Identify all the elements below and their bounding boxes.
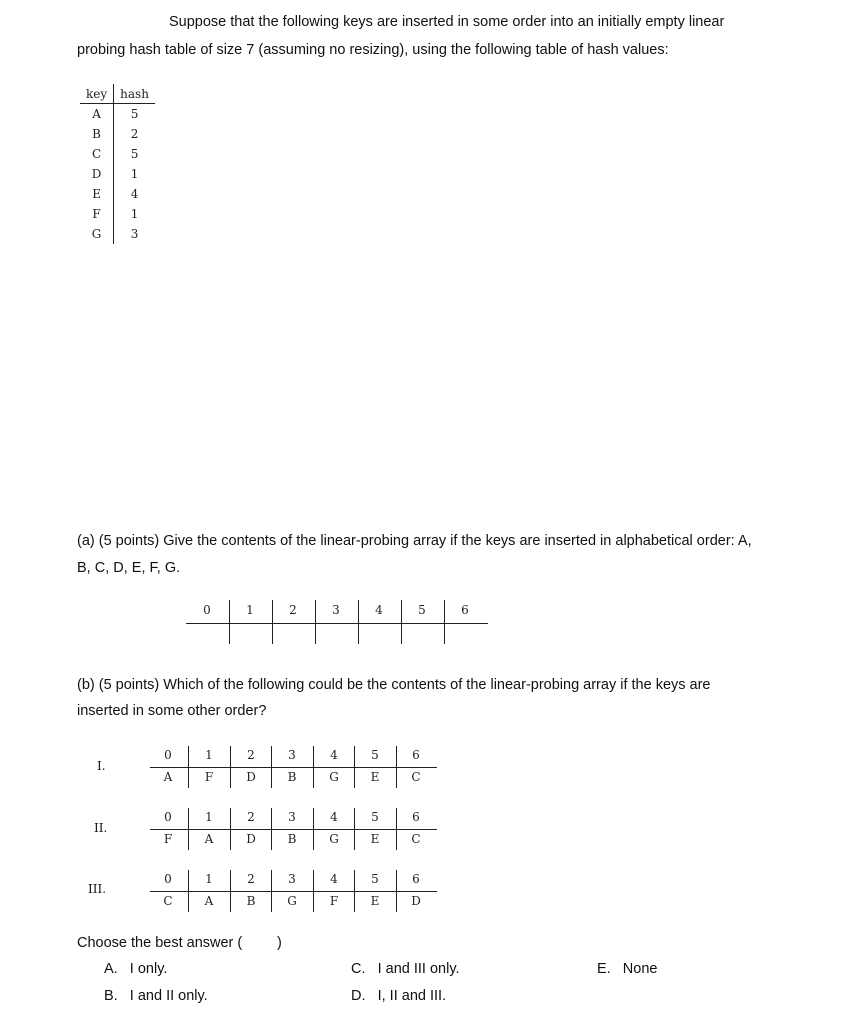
array-index: 3 xyxy=(288,748,296,762)
array-divider xyxy=(313,746,314,788)
table-row xyxy=(80,224,155,244)
array-index: 6 xyxy=(412,810,420,824)
array-cell: C xyxy=(411,770,421,784)
hash-cell: 1 xyxy=(130,207,139,221)
array-cell: C xyxy=(411,832,421,846)
part-b-line-2: inserted in some other order? xyxy=(77,703,267,719)
array-index: 6 xyxy=(412,748,420,762)
array-cell: E xyxy=(370,832,380,846)
key-cell: F xyxy=(80,204,114,224)
array-index: 0 xyxy=(164,872,172,886)
array-divider xyxy=(271,808,272,850)
key-column-header: key xyxy=(80,84,114,104)
intro-line-2: probing hash table of size 7 (assuming no resizing), using the following table of hash values: xyxy=(77,42,669,58)
array-cell: G xyxy=(329,770,339,784)
array-cell: E xyxy=(370,894,380,908)
table-row xyxy=(80,104,155,125)
array-baseline xyxy=(150,829,437,830)
array-index: 1 xyxy=(205,748,213,762)
array-divider xyxy=(271,870,272,912)
choice-a[interactable]: A. I only. xyxy=(104,961,168,977)
hash-values-table xyxy=(80,84,155,244)
part-a-line-1: (a) (5 points) Give the contents of the linear-probing array if the keys are inserted in alphabetical order: A, xyxy=(77,533,752,549)
array-cell: B xyxy=(246,894,256,908)
array-divider xyxy=(396,870,397,912)
array-divider xyxy=(354,808,355,850)
array-divider xyxy=(230,808,231,850)
array-cell: A xyxy=(204,832,214,846)
array-divider xyxy=(230,746,231,788)
array-index: 5 xyxy=(371,810,379,824)
intro-line-1: Suppose that the following keys are inserted in some order into an initially empty linear xyxy=(169,14,725,30)
array-divider xyxy=(358,600,359,644)
hash-cell: 1 xyxy=(130,167,139,181)
array-divider xyxy=(188,808,189,850)
array-divider xyxy=(354,746,355,788)
array-baseline xyxy=(150,891,437,892)
array-divider xyxy=(396,808,397,850)
array-divider xyxy=(354,870,355,912)
option-iii-label: III. xyxy=(88,882,107,896)
array-index: 6 xyxy=(412,872,420,886)
choice-d[interactable]: D. I, II and III. xyxy=(351,988,447,1004)
array-cell: D xyxy=(411,894,421,908)
array-divider xyxy=(396,746,397,788)
choice-b[interactable]: B. I and II only. xyxy=(104,988,208,1004)
array-index: 0 xyxy=(164,810,172,824)
hash-cell: 4 xyxy=(130,187,139,201)
hash-column-header: hash xyxy=(114,84,155,104)
key-cell: B xyxy=(80,124,114,144)
array-index: 4 xyxy=(330,872,338,886)
array-index: 5 xyxy=(371,872,379,886)
array-index: 1 xyxy=(246,603,254,617)
hash-table-header-row xyxy=(80,84,155,104)
array-divider xyxy=(272,600,273,644)
key-cell: D xyxy=(80,164,114,184)
table-row xyxy=(80,184,155,204)
table-row xyxy=(80,164,155,184)
array-index: 4 xyxy=(330,748,338,762)
array-divider xyxy=(230,870,231,912)
array-cell: E xyxy=(370,770,380,784)
answer-prompt-close: ) xyxy=(277,935,282,951)
table-row xyxy=(80,144,155,164)
array-index: 1 xyxy=(205,810,213,824)
array-index: 0 xyxy=(164,748,172,762)
array-cell: G xyxy=(329,832,339,846)
array-index: 2 xyxy=(247,810,255,824)
array-cell: A xyxy=(204,894,214,908)
array-divider xyxy=(444,600,445,644)
array-cell: C xyxy=(163,894,173,908)
array-index: 4 xyxy=(330,810,338,824)
answer-prompt: Choose the best answer ( xyxy=(77,935,243,951)
hash-cell: 3 xyxy=(130,227,139,241)
array-divider xyxy=(188,746,189,788)
array-baseline xyxy=(186,623,488,624)
array-index: 2 xyxy=(247,872,255,886)
array-cell: B xyxy=(287,770,297,784)
array-index: 3 xyxy=(288,872,296,886)
table-row xyxy=(80,204,155,224)
choice-e[interactable]: E. None xyxy=(597,961,658,977)
hash-cell: 2 xyxy=(130,127,139,141)
array-cell: B xyxy=(287,832,297,846)
option-i-label: I. xyxy=(97,759,106,773)
key-cell: A xyxy=(80,104,114,125)
array-cell: D xyxy=(246,770,256,784)
array-index: 1 xyxy=(205,872,213,886)
key-cell: E xyxy=(80,184,114,204)
array-index: 2 xyxy=(247,748,255,762)
array-divider xyxy=(271,746,272,788)
array-baseline xyxy=(150,767,437,768)
array-index: 2 xyxy=(289,603,297,617)
array-divider xyxy=(401,600,402,644)
hash-cell: 5 xyxy=(130,147,139,161)
array-index: 3 xyxy=(332,603,340,617)
key-cell: C xyxy=(80,144,114,164)
part-a-line-2: B, C, D, E, F, G. xyxy=(77,560,181,576)
key-cell: G xyxy=(80,224,114,244)
array-divider xyxy=(313,808,314,850)
array-divider xyxy=(313,870,314,912)
array-cell: F xyxy=(329,894,339,908)
array-cell: A xyxy=(163,770,173,784)
array-index: 6 xyxy=(461,603,469,617)
array-cell: D xyxy=(246,832,256,846)
array-cell: F xyxy=(204,770,214,784)
array-divider xyxy=(315,600,316,644)
option-ii-label: II. xyxy=(94,821,108,835)
table-row xyxy=(80,124,155,144)
array-index: 5 xyxy=(418,603,426,617)
array-index: 5 xyxy=(371,748,379,762)
hash-cell: 5 xyxy=(130,107,139,121)
array-divider xyxy=(229,600,230,644)
array-index: 3 xyxy=(288,810,296,824)
array-index: 0 xyxy=(203,603,211,617)
array-divider xyxy=(188,870,189,912)
part-b-line-1: (b) (5 points) Which of the following could be the contents of the linear-probing array if the keys are xyxy=(77,677,711,693)
array-cell: F xyxy=(163,832,173,846)
array-index: 4 xyxy=(375,603,383,617)
array-cell: G xyxy=(287,894,297,908)
choice-c[interactable]: C. I and III only. xyxy=(351,961,460,977)
